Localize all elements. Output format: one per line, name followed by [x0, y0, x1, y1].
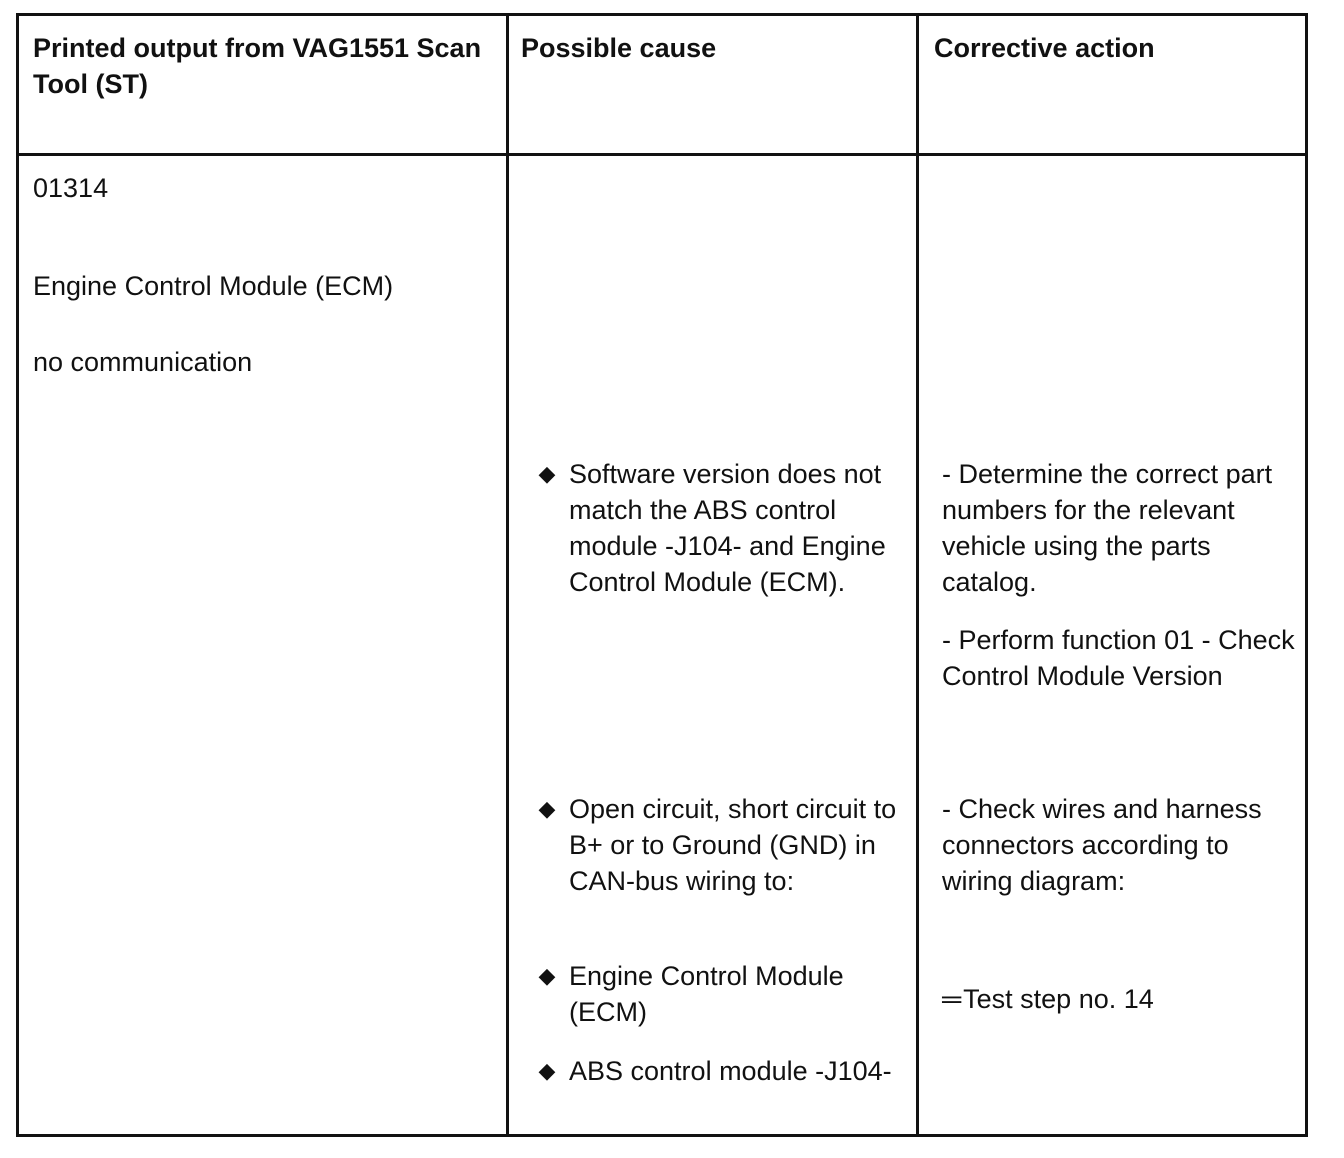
possible-cause-item [537, 1053, 907, 1089]
corrective-action-item: - Determine the correct part numbers for the relevant vehicle using the parts catalog. [942, 459, 1273, 597]
diamond-bullet-icon: ◆ [538, 1058, 556, 1083]
column-divider [506, 16, 509, 1134]
test-step-link-text[interactable]: Test step no. 14 [963, 984, 1154, 1014]
possible-cause-item [537, 791, 907, 899]
fault-code: 01314 [33, 173, 109, 203]
header-divider [19, 153, 1305, 156]
diagnostic-table [16, 13, 1308, 1137]
diamond-bullet-icon: ◆ [538, 796, 556, 821]
column-divider [916, 16, 919, 1134]
header-corrective-action: Corrective action [934, 33, 1155, 63]
corrective-action-item: - Check wires and harness connectors according to wiring diagram: [942, 794, 1262, 896]
equals-arrow-icon: ═ [942, 984, 962, 1014]
fault-status: no communication [33, 347, 253, 377]
header-possible-cause: Possible cause [521, 33, 717, 63]
header-printed-output: Printed output from VAG1551 Scan Tool (ST) [33, 33, 482, 99]
possible-cause-item [537, 958, 907, 1030]
corrective-action-item: - Perform function 01 - Check Control Module Version [942, 625, 1295, 691]
diamond-bullet-icon: ◆ [538, 963, 556, 988]
possible-cause-text: Open circuit, short circuit to B+ or to Ground (GND) in CAN-bus wiring to: [569, 794, 897, 896]
possible-cause-text: Engine Control Module (ECM) [569, 961, 844, 1027]
corrective-action-link[interactable] [942, 981, 1302, 1017]
possible-cause-item [537, 456, 907, 600]
fault-module: Engine Control Module (ECM) [33, 271, 394, 301]
possible-cause-text: Software version does not match the ABS control module -J104- and Engine Control Module (ECM). [569, 459, 886, 597]
diamond-bullet-icon: ◆ [538, 461, 556, 486]
possible-cause-text: ABS control module -J104- [569, 1056, 892, 1086]
